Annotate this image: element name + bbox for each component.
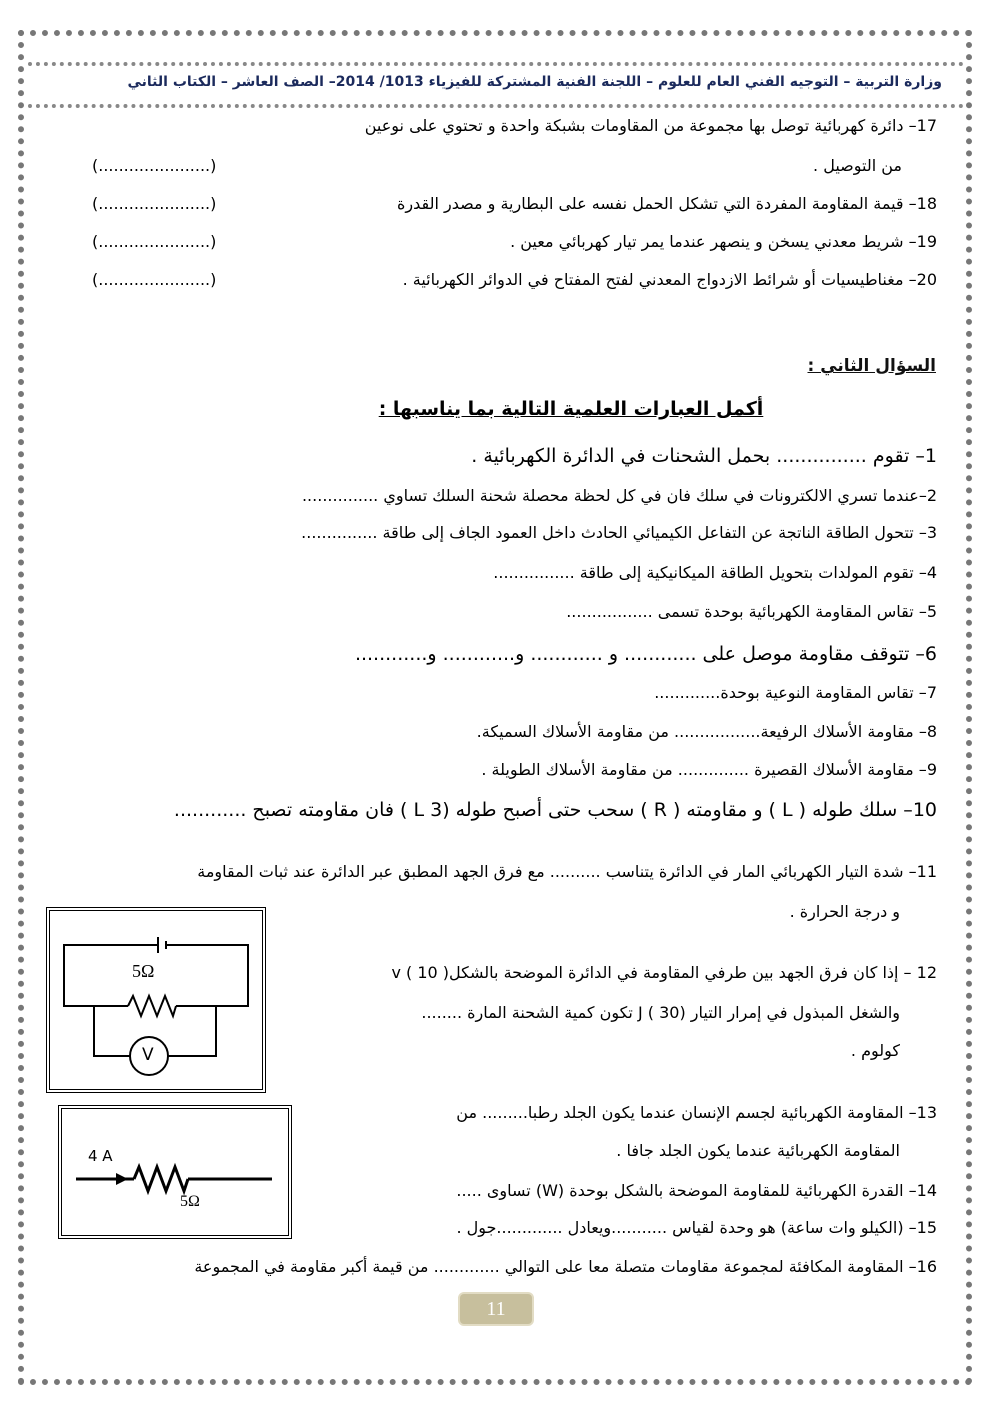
q2-item-12: 12 – إذا كان فرق الجهد بين طرفي المقاومة في الدائرة الموضحة بالشكل( 10 ) v xyxy=(391,963,937,982)
q2-item-4: 4– تقوم المولدات بتحويل الطاقة الميكانيكية إلى طاقة ................ xyxy=(493,563,937,582)
item-19: 19– شريط معدني يسخن و ينصهر عندما يمر تيار كهربائي معين . xyxy=(510,232,937,251)
q2-item-11: 11– شدة التيار الكهربائي المار في الدائرة يتناسب .......... مع فرق الجهد المطبق عبر الدائرة عند ثبات المقاومة xyxy=(197,862,937,881)
q2-item-8: 8– مقاومة الأسلاك الرفيعة................. من مقاومة الأسلاك السميكة. xyxy=(476,722,937,741)
voltmeter-label: V xyxy=(142,1045,154,1065)
blank-20: (......................) xyxy=(92,270,217,289)
q2-item-5: 5– تقاس المقاومة الكهربائية بوحدة تسمى ................. xyxy=(566,602,937,621)
blank-19: (......................) xyxy=(92,232,217,251)
q2-item-16: 16– المقاومة المكافئة لمجموعة مقاومات متصلة معا على التوالي ............. من قيمة أكبر مقاومة في المجموعة xyxy=(194,1257,937,1276)
q2-item-7: 7– تقاس المقاومة النوعية بوحدة............. xyxy=(654,683,937,702)
q2-item-2: 2–عندما تسري الالكترونات في سلك فان في كل لحظة محصلة شحنة السلك تساوي ............... xyxy=(301,486,937,505)
q2-item-15: 15– (الكيلو وات ساعة) هو وحدة لقياس ...........ويعادل .............جول . xyxy=(456,1218,937,1237)
blank-18: (......................) xyxy=(92,194,217,213)
circuit-figure-current xyxy=(58,1105,292,1239)
q2-item-9: 9– مقاومة الأسلاك القصيرة .............. من مقاومة الأسلاك الطويلة . xyxy=(481,760,937,779)
page-header: وزارة التربية – التوجيه الفني العام للعلوم – اللجنة الفنية المشتركة للفيزياء 1013/ 2014– الصف العاشر – الكتاب الثاني xyxy=(127,74,942,90)
q2-item-13: 13– المقاومة الكهربائية لجسم الإنسان عندما يكون الجلد رطبا......... من xyxy=(456,1103,937,1122)
q2-item-6: 6– تتوقف مقاومة موصل على ............ و ............ و............ و............ xyxy=(354,643,937,665)
current-label: 4 A xyxy=(88,1147,113,1165)
item-18: 18– قيمة المقاومة المفردة التي تشكل الحمل نفسه على البطارية و مصدر القدرة xyxy=(397,194,937,213)
question-2-title: أكمل العبارات العلمية التالية بما يناسبها : xyxy=(378,398,764,420)
header-bottom-rule xyxy=(28,104,964,108)
q2-item-12-end: كولوم . xyxy=(850,1041,900,1060)
q2-item-11-cont: و درجة الحرارة . xyxy=(789,902,900,921)
item-17-cont: من التوصيل . xyxy=(813,156,902,175)
q2-item-14: 14– القدرة الكهربائية للمقاومة الموضحة بالشكل بوحدة (W) تساوى ..... xyxy=(456,1181,937,1200)
q2-item-13-cont: المقاومة الكهربائية عندما يكون الجلد جافا . xyxy=(616,1141,900,1160)
header-top-rule xyxy=(28,62,964,66)
q2-item-10: 10– سلك طوله ( L ) و مقاومته ( R ) سحب حتى أصبح طوله (3 L ) فان مقاومته تصبح ............ xyxy=(173,799,937,821)
circuit-figure-voltmeter xyxy=(46,907,266,1093)
resistor-label: 5Ω xyxy=(132,961,155,981)
question-2-label: السؤال الثاني : xyxy=(807,356,936,376)
item-17: 17– دائرة كهربائية توصل بها مجموعة من المقاومات بشبكة واحدة و تحتوي على نوعين xyxy=(364,116,937,135)
resistor-label: 5Ω xyxy=(180,1193,200,1210)
q2-item-3: 3– تتحول الطاقة الناتجة عن التفاعل الكيميائي الحادث داخل العمود الجاف إلى طاقة ............... xyxy=(301,523,937,542)
item-20: 20– مغناطيسيات أو شرائط الازدواج المعدني لفتح المفتاح في الدوائر الكهربائية . xyxy=(402,270,937,289)
q2-item-1: 1– تقوم ............... بحمل الشحنات في الدائرة الكهربائية . xyxy=(471,445,937,467)
blank-17: (......................) xyxy=(92,156,217,175)
page-number: 11 xyxy=(458,1292,534,1326)
q2-item-12-cont: والشغل المبذول في إمرار التيار J ( 30) تكون كمية الشحنة المارة ........ xyxy=(421,1003,900,1022)
